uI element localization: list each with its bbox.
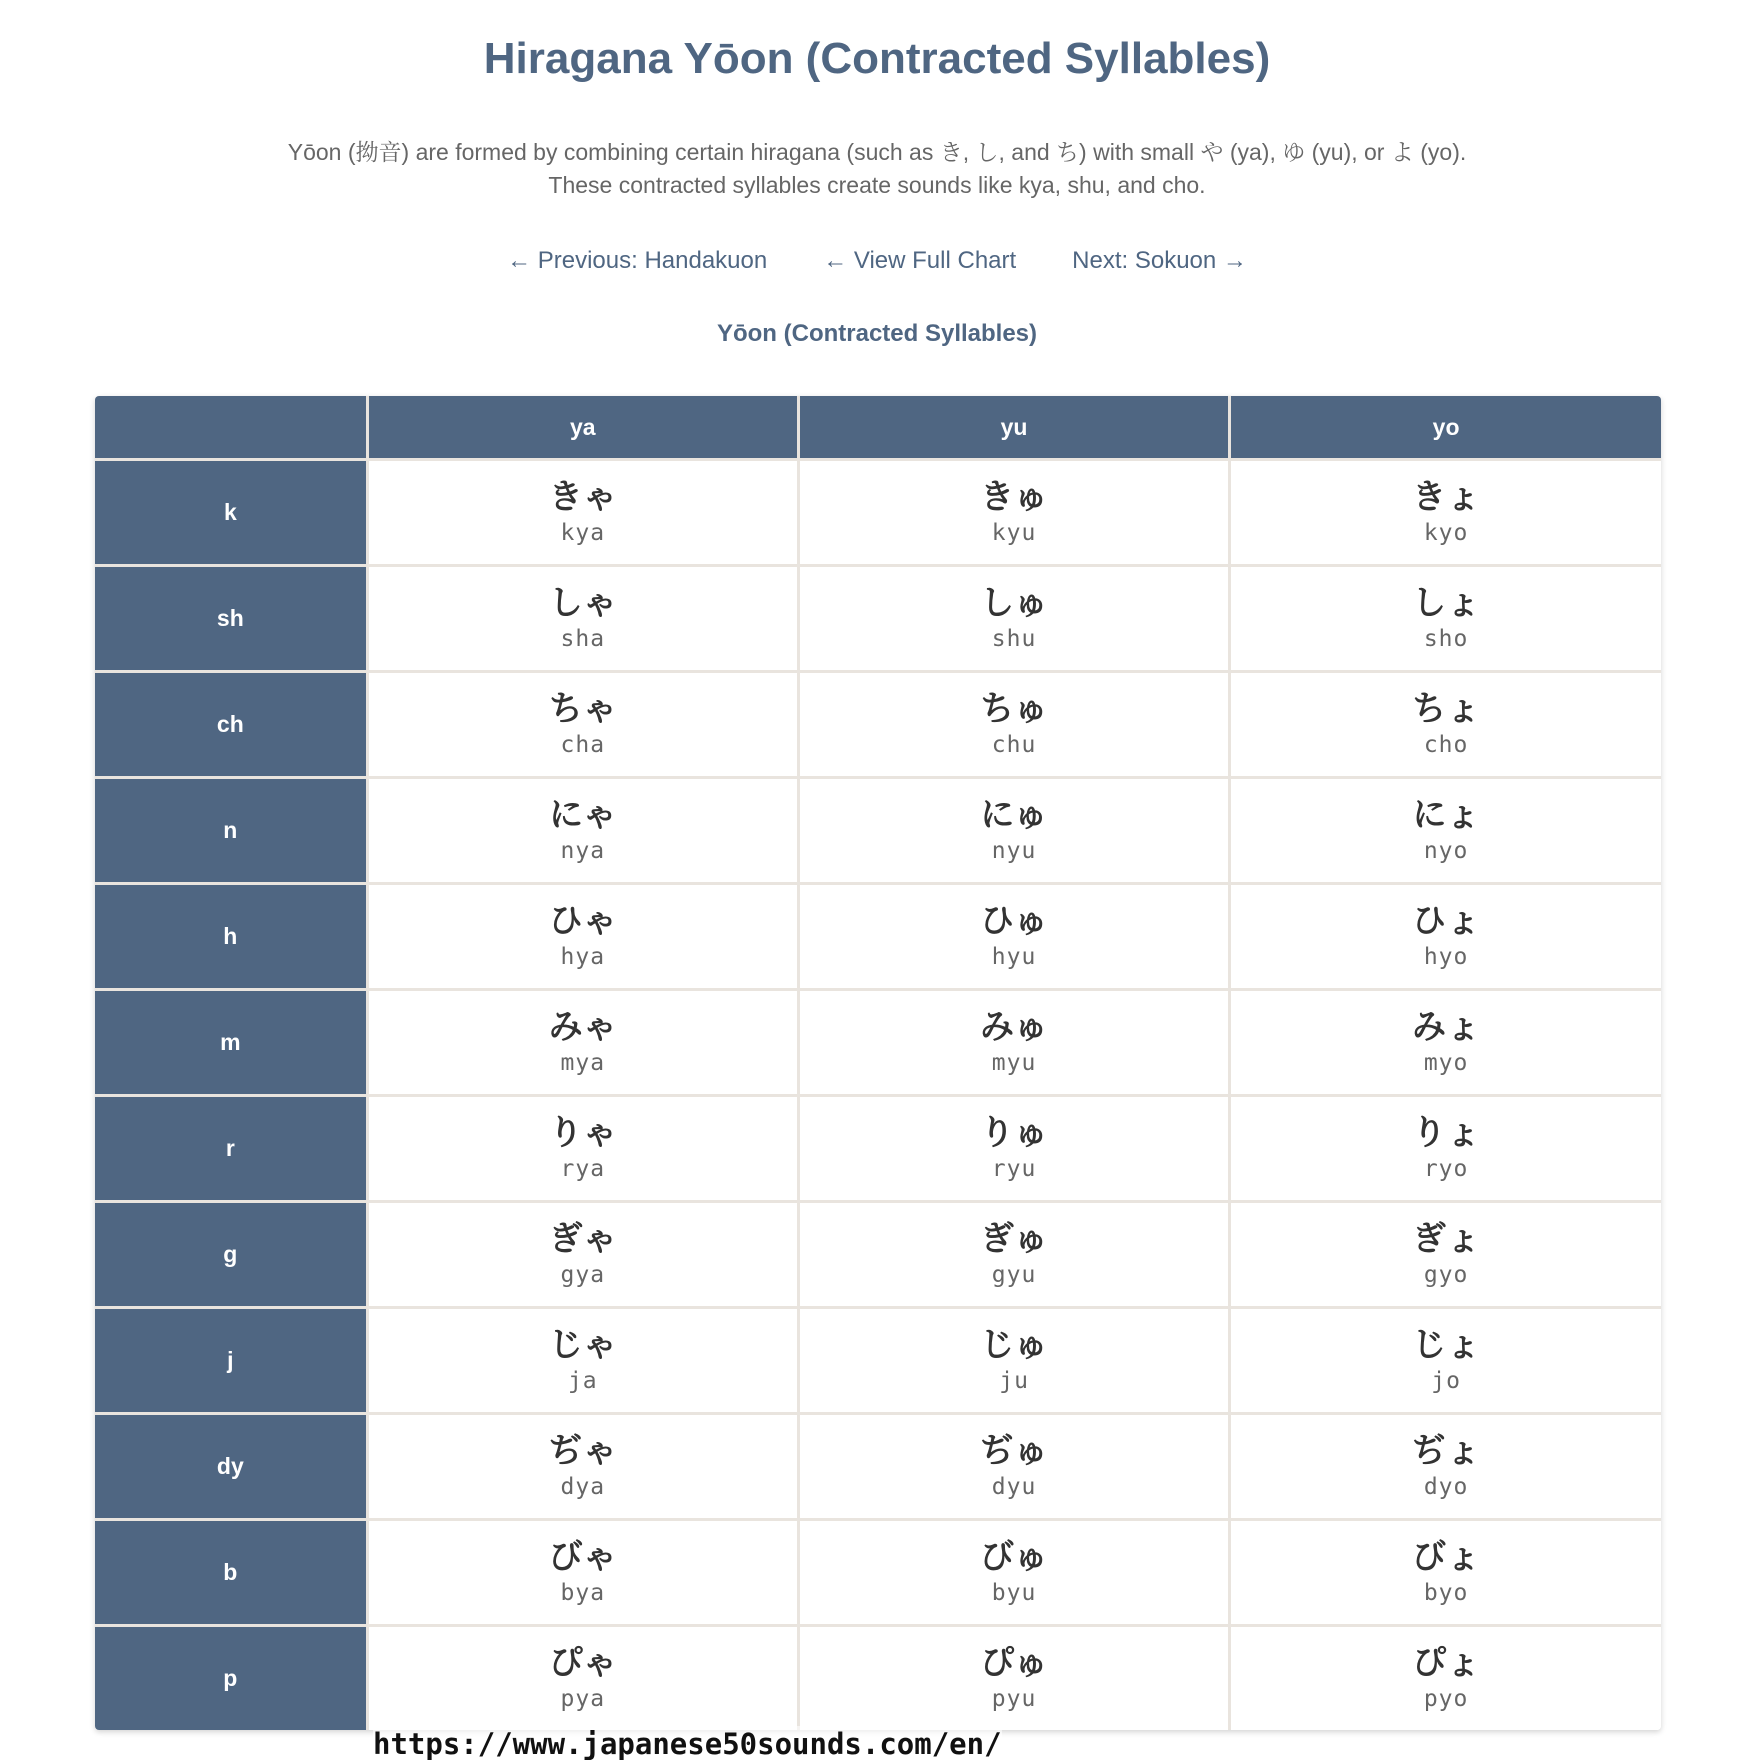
syllable-cell-sho [1230,566,1661,672]
syllable-cell-dyo [1230,1414,1661,1520]
kana-text: ちゅ [980,688,1049,729]
syllable-cell-hyo [1230,884,1661,990]
syllable-cell-ryu [798,1096,1229,1202]
view-full-chart-link[interactable]: ← View Full Chart [823,247,1017,274]
romaji-text: gyo [1423,1261,1469,1288]
kana-text: ひゅ [980,900,1049,941]
romaji-text: nyo [1423,837,1469,864]
syllable-cell-kyu [798,460,1229,566]
kana-text: じゅ [980,1324,1049,1365]
kana-text: ぴょ [1412,1642,1481,1683]
romaji-text: ju [999,1367,1029,1394]
syllable-cell-shu [798,566,1229,672]
kana-text: みゃ [548,1006,617,1047]
syllable-cell-pyo [1230,1626,1661,1731]
syllable-cell-myo [1230,990,1661,1096]
kana-text: きゅ [980,476,1049,517]
kana-text: ちゃ [548,688,617,729]
yoon-table [95,396,1661,1730]
kana-text: りゃ [548,1112,617,1153]
column-header-yu: yu [798,396,1229,460]
syllable-cell-ja [367,1308,798,1414]
romaji-text: sho [1423,625,1469,652]
kana-text: きゃ [548,476,617,517]
kana-text: にょ [1412,794,1480,835]
table-row [95,672,1661,778]
romaji-text: gya [560,1261,606,1288]
romaji-text: dyu [991,1473,1037,1500]
syllable-cell-hya [367,884,798,990]
romaji-text: nyu [991,837,1037,864]
syllable-cell-jo [1230,1308,1661,1414]
syllable-cell-byo [1230,1520,1661,1626]
romaji-text: chu [991,731,1037,758]
intro-text [0,136,1754,202]
kana-text: じゃ [548,1324,617,1365]
kana-text: りゅ [980,1112,1049,1153]
row-header-k: k [95,460,367,566]
romaji-text: hyu [991,943,1037,970]
kana-text: ひゃ [548,900,617,941]
syllable-cell-nya [367,778,798,884]
romaji-text: bya [560,1579,606,1606]
syllable-cell-dyu [798,1414,1229,1520]
row-header-m: m [95,990,367,1096]
row-header-dy: dy [95,1414,367,1520]
table-row [95,1626,1661,1731]
syllable-cell-dya [367,1414,798,1520]
romaji-text: gyu [991,1261,1037,1288]
kana-text: りょ [1412,1112,1481,1153]
romaji-text: pyu [991,1685,1037,1712]
kana-text: みゅ [980,1006,1049,1047]
kana-text: にゃ [549,794,617,835]
table-row [95,460,1661,566]
kana-text: ぎゃ [548,1218,617,1259]
syllable-cell-cha [367,672,798,778]
site-url-watermark: https://www.japanese50sounds.com/en/ [373,1727,1002,1761]
column-header-yo: yo [1230,396,1661,460]
syllable-cell-rya [367,1096,798,1202]
romaji-text: pyo [1423,1685,1469,1712]
row-header-n: n [95,778,367,884]
row-header-r: r [95,1096,367,1202]
kana-text: ちょ [1412,688,1481,729]
table-row [95,1414,1661,1520]
table-row [95,1202,1661,1308]
syllable-cell-ju [798,1308,1229,1414]
kana-text: しゃ [548,582,617,623]
romaji-text: mya [560,1049,606,1076]
intro-line-2: These contracted syllables create sounds like kya, shu, and cho. [548,172,1206,198]
syllable-cell-cho [1230,672,1661,778]
kana-text: びょ [1412,1536,1481,1577]
syllable-cell-gyu [798,1202,1229,1308]
kana-text: びゃ [548,1536,617,1577]
yoon-table-container [95,396,1661,1730]
kana-text: ひょ [1412,900,1481,941]
romaji-text: ryo [1423,1155,1469,1182]
intro-line-1: Yōon (拗音) are formed by combining certain hiragana (such as き, し, and ち) with small や (ya), ゆ (yu), or よ (yo). [287,139,1467,165]
kana-text: ぎょ [1412,1218,1481,1259]
kana-text: きょ [1412,476,1481,517]
row-header-g: g [95,1202,367,1308]
kana-text: じょ [1412,1324,1481,1365]
kana-text: ぴゃ [548,1642,617,1683]
romaji-text: sha [560,625,606,652]
table-row [95,884,1661,990]
kana-text: しゅ [980,582,1049,623]
table-header-row [95,396,1661,460]
kana-text: ぎゅ [980,1218,1049,1259]
romaji-text: jo [1431,1367,1461,1394]
kana-text: にゅ [980,794,1048,835]
next-sokuon-link[interactable]: Next: Sokuon → [1072,247,1247,274]
syllable-cell-pya [367,1626,798,1731]
syllable-cell-gya [367,1202,798,1308]
table-row [95,1096,1661,1202]
syllable-cell-kya [367,460,798,566]
syllable-cell-pyu [798,1626,1229,1731]
table-row [95,566,1661,672]
table-row [95,1308,1661,1414]
row-header-ch: ch [95,672,367,778]
kana-text: ぢゅ [980,1430,1049,1471]
page-title: Hiragana Yōon (Contracted Syllables) [483,34,1271,83]
romaji-text: hyo [1423,943,1469,970]
romaji-text: myu [991,1049,1037,1076]
table-corner-cell [95,396,367,460]
romaji-text: kyu [991,519,1037,546]
romaji-text: shu [991,625,1037,652]
row-header-b: b [95,1520,367,1626]
kana-text: みょ [1412,1006,1481,1047]
romaji-text: rya [560,1155,606,1182]
romaji-text: cho [1423,731,1469,758]
row-header-j: j [95,1308,367,1414]
romaji-text: nya [560,837,606,864]
table-row [95,778,1661,884]
romaji-text: hya [560,943,606,970]
romaji-text: pya [560,1685,606,1712]
syllable-cell-byu [798,1520,1229,1626]
romaji-text: dya [560,1473,606,1500]
syllable-cell-gyo [1230,1202,1661,1308]
syllable-cell-bya [367,1520,798,1626]
romaji-text: ja [567,1367,598,1394]
syllable-cell-mya [367,990,798,1096]
syllable-cell-myu [798,990,1229,1096]
syllable-cell-sha [367,566,798,672]
chart-navigation [0,247,1754,275]
kana-text: しょ [1412,582,1481,623]
romaji-text: ryu [991,1155,1037,1182]
section-title: Yōon (Contracted Syllables) [716,320,1038,347]
row-header-sh: sh [95,566,367,672]
table-row [95,1520,1661,1626]
syllable-cell-chu [798,672,1229,778]
romaji-text: kyo [1423,519,1469,546]
previous-handakuon-link[interactable]: ← Previous: Handakuon [507,247,768,274]
kana-text: びゅ [980,1536,1049,1577]
romaji-text: kya [560,519,606,546]
kana-text: ぢゃ [548,1430,617,1471]
row-header-h: h [95,884,367,990]
table-body [95,460,1661,1731]
table-row [95,990,1661,1096]
romaji-text: byu [991,1579,1037,1606]
syllable-cell-nyu [798,778,1229,884]
romaji-text: byo [1423,1579,1469,1606]
kana-text: ぢょ [1412,1430,1481,1471]
syllable-cell-hyu [798,884,1229,990]
romaji-text: dyo [1423,1473,1469,1500]
column-header-ya: ya [367,396,798,460]
syllable-cell-nyo [1230,778,1661,884]
kana-text: ぴゅ [980,1642,1049,1683]
row-header-p: p [95,1626,367,1731]
syllable-cell-kyo [1230,460,1661,566]
romaji-text: cha [560,731,606,758]
romaji-text: myo [1423,1049,1469,1076]
syllable-cell-ryo [1230,1096,1661,1202]
